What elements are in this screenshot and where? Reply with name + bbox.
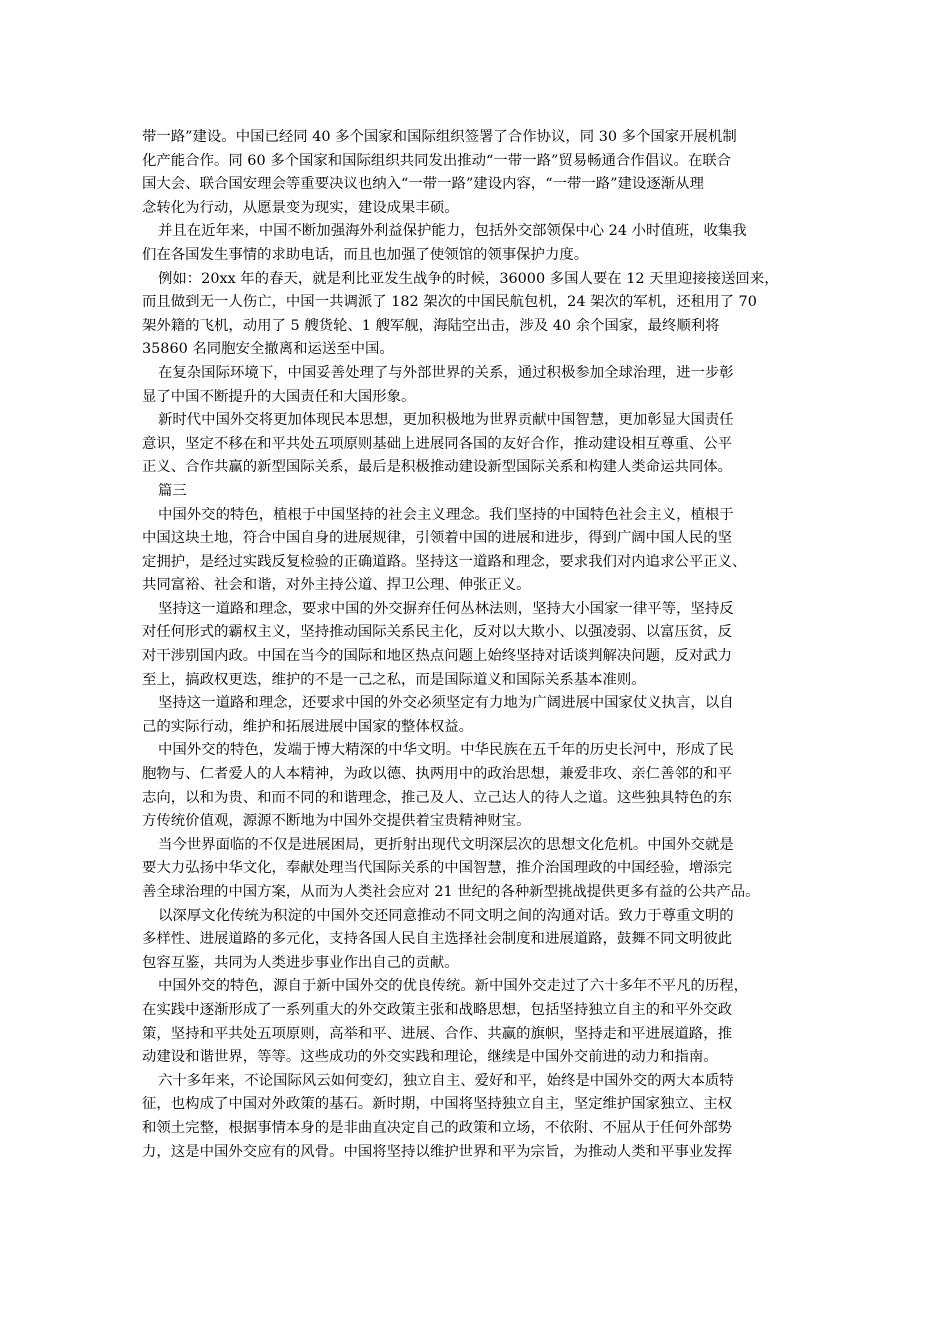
text-line: 己的实际行动，维护和拓展进展中国家的整体权益。 bbox=[142, 718, 473, 735]
text-line: 和领土完整，根据事情本身的是非曲直决定自己的政策和立场，不依附、不屈从于任何外部势 bbox=[142, 1119, 733, 1136]
text-line: 对任何形式的霸权主义，坚持推动国际关系民主化，反对以大欺小、以强凌弱、以富压贫，反 bbox=[142, 624, 733, 641]
text-line: 胞物与、仁者爱人的人本精神，为政以德、执两用中的政治思想，兼爱非攻、亲仁善邻的和平 bbox=[142, 766, 733, 783]
text-line: 在实践中逐渐形成了一系列重大的外交政策主张和战略思想，包括坚持独立自主的和平外交政 bbox=[142, 1001, 733, 1018]
text-line: 方传统价值观，源源不断地为中国外交提供着宝贵精神财宝。 bbox=[142, 813, 531, 830]
paragraph-first-line: 中国外交的特色，源自于新中国外交的优良传统。新中国外交走过了六十多年不平凡的历程， bbox=[158, 978, 749, 995]
paragraph-first-line: 篇三 bbox=[158, 482, 187, 499]
text-line: 策，坚持和平共处五项原则，高举和平、进展、合作、共赢的旗帜，坚持走和平进展道路，推 bbox=[142, 1025, 733, 1042]
paragraph-first-line: 六十多年来，不论国际风云如何变幻，独立自主、爱好和平，始终是中国外交的两大本质特 bbox=[158, 1072, 734, 1089]
text-line: 共同富裕、社会和谐，对外主持公道、捍卫公理、伸张正义。 bbox=[142, 577, 531, 594]
text-line: 们在各国发生事情的求助电话，而且也加强了使领馆的领事保护力度。 bbox=[142, 246, 589, 263]
paragraph-first-line: 以深厚文化传统为积淀的中国外交还同意推动不同文明之间的沟通对话。致力于尊重文明的 bbox=[158, 907, 734, 924]
text-line: 力，这是中国外交应有的风骨。中国将坚持以维护世界和平为宗旨，为推动人类和平事业发挥 bbox=[142, 1143, 733, 1160]
paragraph-first-line: 在复杂国际环境下，中国妥善处理了与外部世界的关系，通过积极参加全球治理，进一步彰 bbox=[158, 364, 734, 381]
text-line: 定拥护，是经过实践反复检验的正确道路。坚持这一道路和理念，要求我们对内追求公平正义、 bbox=[142, 553, 747, 570]
paragraph-first-line: 中国外交的特色，发端于博大精深的中华文明。中华民族在五千年的历史长河中，形成了民 bbox=[158, 742, 734, 759]
text-line: 正义、合作共赢的新型国际关系，最后是积极推动建设新型国际关系和构建人类命运共同体。 bbox=[142, 459, 733, 476]
paragraph-first-line: 并且在近年来，中国不断加强海外利益保护能力，包括外交部领保中心 24 小时值班，收集我 bbox=[158, 223, 747, 240]
text-line: 念转化为行动，从愿景变为现实，建设成果丰硕。 bbox=[142, 199, 459, 216]
text-line: 征，也构成了中国对外政策的基石。新时期，中国将坚持独立自主，坚定维护国家独立、主权 bbox=[142, 1096, 733, 1113]
text-line: 显了中国不断提升的大国责任和大国形象。 bbox=[142, 388, 416, 405]
text-line: 中国这块土地，符合中国自身的进展规律，引领着中国的进展和进步，得到广阔中国人民的坚 bbox=[142, 530, 733, 547]
text-line: 而且做到无一人伤亡，中国一共调派了 182 架次的中国民航包机，24 架次的军机，还租用了 70 bbox=[142, 294, 757, 311]
text-line: 动建设和谐世界，等等。这些成功的外交实践和理论，继续是中国外交前进的动力和指南。 bbox=[142, 1049, 718, 1066]
paragraph-first-line: 坚持这一道路和理念，要求中国的外交摒弃任何丛林法则，坚持大小国家一律平等，坚持反 bbox=[158, 600, 734, 617]
paragraph-first-line: 坚持这一道路和理念，还要求中国的外交必须坚定有力地为广阔进展中国家仗义执言，以自 bbox=[158, 695, 734, 712]
text-line: 化产能合作。同 60 多个国家和国际组织共同发出推动“一带一路”贸易畅通合作倡议。在联合 bbox=[142, 152, 732, 169]
paragraph-first-line: 例如：20xx 年的春天，就是利比亚发生战争的时候，36000 多国人要在 12 天里迎接接送回来， bbox=[158, 270, 779, 287]
text-line: 架外籍的飞机，动用了 5 艘货轮、1 艘军舰，海陆空出击，涉及 40 余个国家，最终顺利将 bbox=[142, 317, 720, 334]
text-line: 善全球治理的中国方案，从而为人类社会应对 21 世纪的各种新型挑战提供更多有益的公共产品。 bbox=[142, 884, 760, 900]
document-page bbox=[142, 126, 814, 1164]
text-line: 至上，搞政权更迭，维护的不是一己之私，而是国际道义和国际关系基本准则。 bbox=[142, 671, 646, 688]
text-line: 意识，坚定不移在和平共处五项原则基础上进展同各国的友好合作，推动建设相互尊重、公平 bbox=[142, 435, 733, 452]
text-line: 对干涉别国内政。中国在当今的国际和地区热点问题上始终坚持对话谈判解决问题，反对武力 bbox=[142, 648, 733, 665]
text-line: 包容互鉴，共同为人类进步事业作出自己的贡献。 bbox=[142, 954, 459, 971]
text-line: 35860 名同胞安全撤离和运送至中国。 bbox=[142, 341, 394, 358]
text-line: 国大会、联合国安理会等重要决议也纳入“一带一路”建设内容，“一带一路”建设逐渐从理 bbox=[142, 176, 704, 193]
text-line: 要大力弘扬中华文化，奉献处理当代国际关系的中国智慧，推介治国理政的中国经验，增添完 bbox=[142, 860, 733, 877]
text-line: 志向，以和为贵、和而不同的和谐理念，推己及人、立己达人的待人之道。这些独具特色的东 bbox=[142, 789, 733, 806]
text-line: 多样性、进展道路的多元化，支持各国人民自主选择社会制度和进展道路，鼓舞不同文明彼此 bbox=[142, 931, 733, 948]
paragraph-first-line: 新时代中国外交将更加体现民本思想，更加积极地为世界贡献中国智慧，更加彰显大国责任 bbox=[158, 412, 734, 429]
paragraph-first-line: 中国外交的特色，植根于中国坚持的社会主义理念。我们坚持的中国特色社会主义，植根于 bbox=[158, 506, 734, 523]
paragraph-first-line: 当今世界面临的不仅是进展困局，更折射出现代文明深层次的思想文化危机。中国外交就是 bbox=[158, 836, 734, 853]
text-line: 带一路”建设。中国已经同 40 多个国家和国际组织签署了合作协议，同 30 多个国家开展机制 bbox=[142, 129, 737, 145]
